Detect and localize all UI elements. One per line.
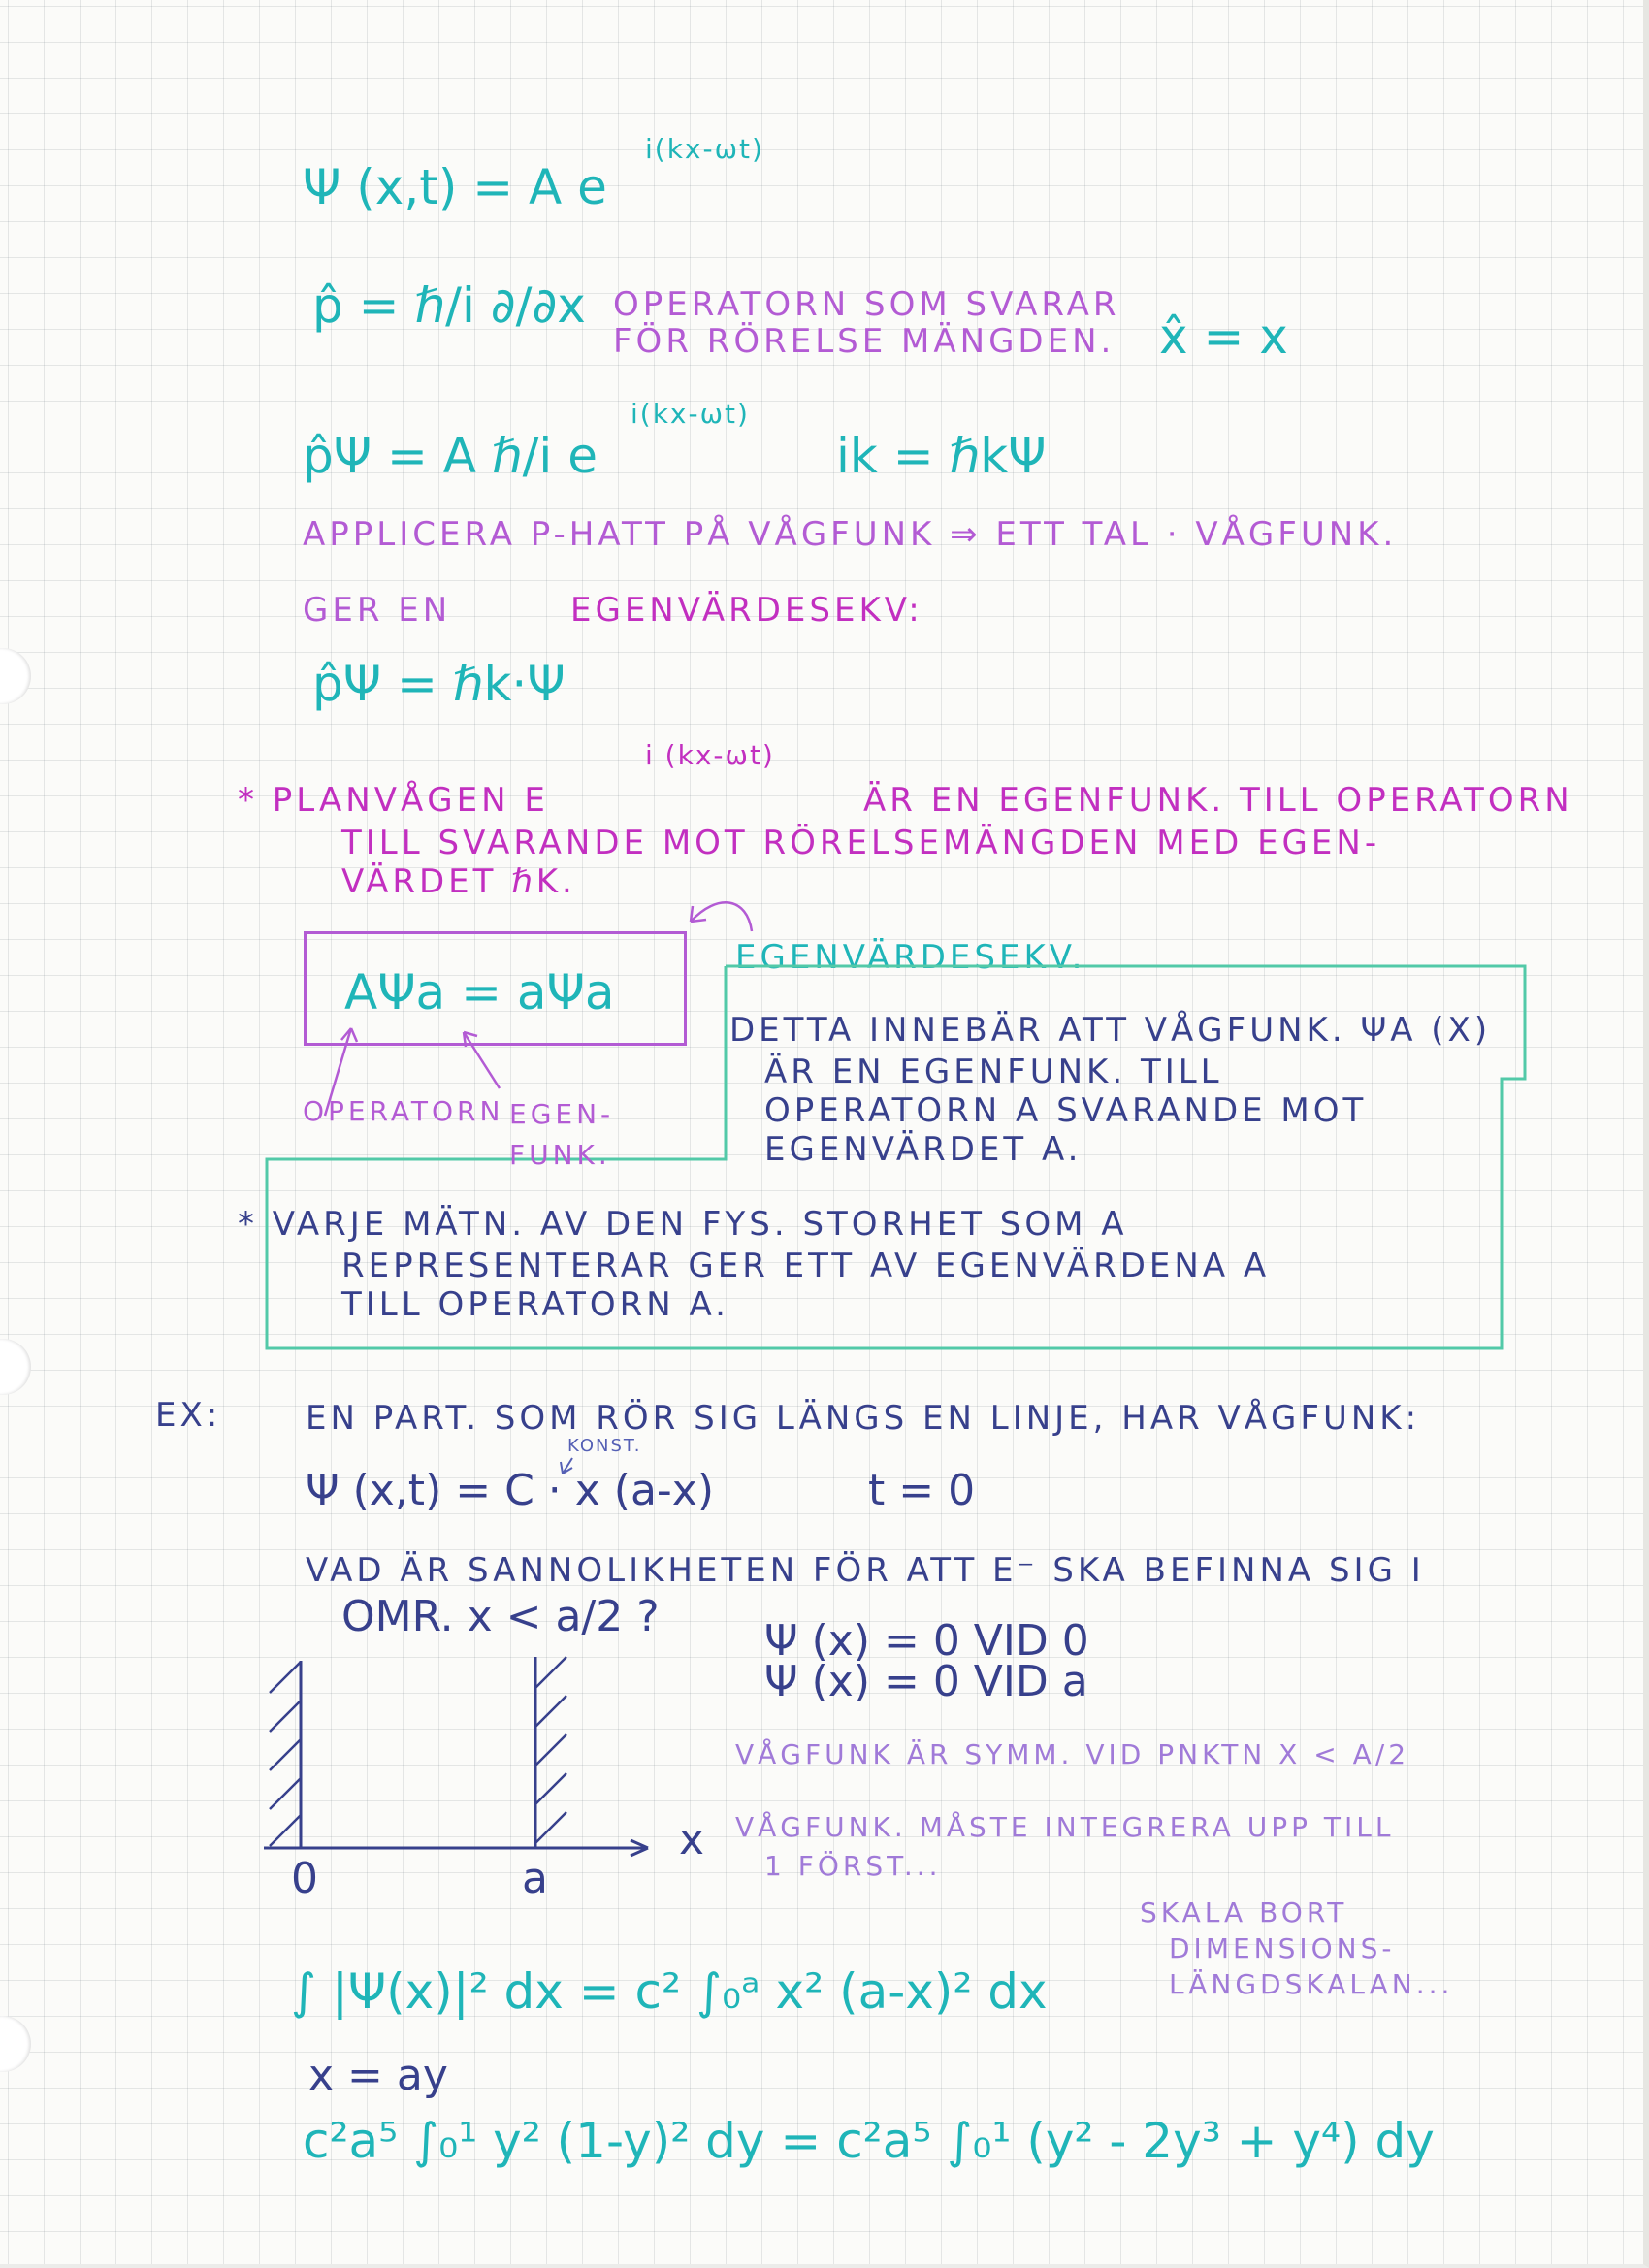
position-operator: x̂ = x bbox=[1159, 308, 1288, 365]
momentum-applied-result: ik = ℏkΨ bbox=[836, 428, 1047, 484]
meaning-line-3: OPERATORN A SVARANDE MOT bbox=[764, 1091, 1368, 1130]
eigen-label: EGENVÄRDESEKV. bbox=[735, 938, 1086, 977]
label-eigenfunction: EGEN- FUNK. bbox=[509, 1098, 615, 1171]
eigen-equation: AΨa = aΨa bbox=[344, 964, 615, 1021]
measurement-line-1: * VARJE MÄTN. AV DEN FYS. STORHET SOM A bbox=[238, 1205, 1128, 1244]
plane-wave-exponent: i (kx-ωt) bbox=[645, 739, 775, 771]
meaning-line-1: DETTA INNEBÄR ATT VÅGFUNK. ΨA (X) bbox=[729, 1011, 1492, 1050]
gives-prefix: GER EN bbox=[303, 591, 452, 630]
momentum-applied-exponent: i(kx-ωt) bbox=[630, 398, 750, 430]
integrate-note-1: VÅGFUNK. MÅSTE INTEGRERA UPP TILL bbox=[735, 1811, 1395, 1843]
axis-a-label: a bbox=[522, 1854, 548, 1903]
boundary-condition-2: Ψ (x) = 0 VID a bbox=[764, 1657, 1088, 1706]
operator-note: OPERATORN SOM SVARAR FÖR RÖRELSE MÄNGDEN. bbox=[613, 285, 1120, 361]
momentum-operator-equation: p̂ = ℏ/i ∂/∂x bbox=[312, 277, 586, 334]
example-region: OMR. x < a/2 ? bbox=[341, 1592, 660, 1641]
momentum-applied-equation: p̂Ψ = A ℏ/i e bbox=[303, 428, 598, 484]
substitution: x = ay bbox=[308, 2051, 448, 2100]
eigenvalue-equation: p̂Ψ = ℏk·Ψ bbox=[312, 656, 566, 712]
meaning-line-4: EGENVÄRDET A. bbox=[764, 1130, 1083, 1169]
axis-x-label: x bbox=[679, 1815, 705, 1864]
symmetry-note: VÅGFUNK ÄR SYMM. VID PNKTN X < A/2 bbox=[735, 1738, 1410, 1770]
example-label: EX: bbox=[155, 1396, 222, 1435]
meaning-line-2: ÄR EN EGENFUNK. TILL bbox=[764, 1053, 1223, 1091]
integrate-note-2: 1 FÖRST... bbox=[764, 1850, 942, 1882]
example-question: VAD ÄR SANNOLIKHETEN FÖR ATT E⁻ SKA BEFINNA SIG I bbox=[306, 1551, 1425, 1590]
scale-note-3: LÄNGDSKALAN... bbox=[1169, 1968, 1454, 2000]
plane-wave-line-4: VÄRDET ℏK. bbox=[341, 862, 576, 901]
label-operator: OPERATORN bbox=[303, 1095, 504, 1127]
wave-function-exponent: i(kx-ωt) bbox=[645, 133, 764, 165]
measurement-line-2: REPRESENTERAR GER ETT AV EGENVÄRDENA A bbox=[341, 1247, 1271, 1285]
example-wave-function: Ψ (x,t) = C · x (a-x) bbox=[306, 1466, 714, 1515]
integral-equation: c²a⁵ ∫₀¹ y² (1-y)² dy = c²a⁵ ∫₀¹ (y² - 2y³ + y⁴) dy bbox=[303, 2113, 1435, 2169]
wave-function-equation: Ψ (x,t) = A e bbox=[303, 159, 607, 215]
plane-wave-line-1: * PLANVÅGEN E bbox=[238, 781, 549, 820]
normalization-equation: ∫ |Ψ(x)|² dx = c² ∫₀ᵃ x² (a-x)² dx bbox=[291, 1963, 1048, 2020]
axis-origin-label: 0 bbox=[291, 1854, 318, 1903]
scale-note-1: SKALA BORT bbox=[1140, 1896, 1348, 1928]
apply-note: APPLICERA P-HATT PÅ VÅGFUNK ⇒ ETT TAL · VÅGFUNK. bbox=[303, 515, 1398, 554]
boundary-condition-1: Ψ (x) = 0 VID 0 bbox=[764, 1616, 1089, 1666]
plane-wave-line-2: ÄR EN EGENFUNK. TILL OPERATORN bbox=[863, 781, 1573, 820]
plane-wave-line-3: TILL SVARANDE MOT RÖRELSEMÄNGDEN MED EGEN- bbox=[341, 824, 1381, 862]
measurement-line-3: TILL OPERATORN A. bbox=[341, 1285, 729, 1324]
example-line-1: EN PART. SOM RÖR SIG LÄNGS EN LINJE, HAR VÅGFUNK: bbox=[306, 1399, 1421, 1438]
gives-term: EGENVÄRDESEKV: bbox=[570, 591, 923, 630]
example-time: t = 0 bbox=[868, 1466, 976, 1515]
konst-label: KONST. bbox=[567, 1436, 642, 1456]
scale-note-2: DIMENSIONS- bbox=[1169, 1932, 1396, 1964]
